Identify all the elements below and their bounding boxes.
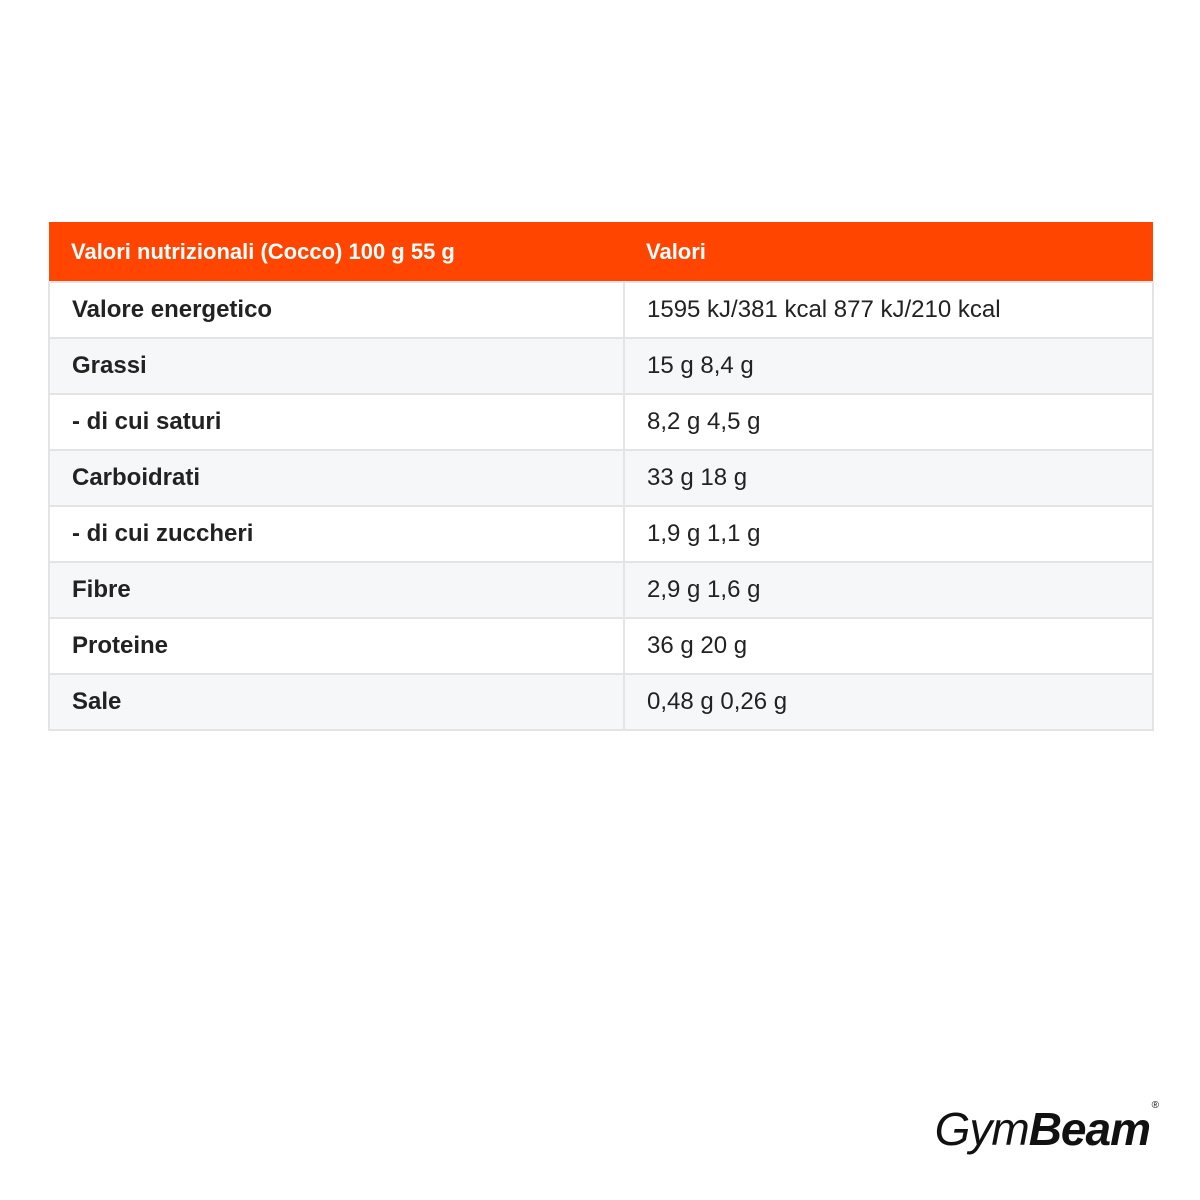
row-label: Sale	[49, 674, 624, 730]
table-header-row	[49, 222, 1153, 282]
table-row	[49, 338, 1153, 394]
row-value: 1595 kJ/381 kcal 877 kJ/210 kcal	[624, 282, 1153, 338]
table-row	[49, 282, 1153, 338]
row-label: Valore energetico	[49, 282, 624, 338]
row-value: 33 g 18 g	[624, 450, 1153, 506]
row-label: Fibre	[49, 562, 624, 618]
row-label: Carboidrati	[49, 450, 624, 506]
row-label: - di cui zuccheri	[49, 506, 624, 562]
registered-mark: ®	[1151, 1100, 1158, 1111]
row-label: - di cui saturi	[49, 394, 624, 450]
table-row	[49, 562, 1153, 618]
table-row	[49, 450, 1153, 506]
table-row	[49, 674, 1153, 730]
row-label: Proteine	[49, 618, 624, 674]
table-row	[49, 618, 1153, 674]
row-value: 1,9 g 1,1 g	[624, 506, 1153, 562]
row-value: 0,48 g 0,26 g	[624, 674, 1153, 730]
row-value: 2,9 g 1,6 g	[624, 562, 1153, 618]
nutrition-table	[48, 222, 1154, 731]
logo-text-beam: Beam	[1028, 1103, 1150, 1155]
row-label: Grassi	[49, 338, 624, 394]
header-nutrition-values: Valori nutrizionali (Cocco) 100 g 55 g	[49, 222, 624, 282]
gymbeam-logo	[934, 1100, 1158, 1156]
row-value: 15 g 8,4 g	[624, 338, 1153, 394]
header-values: Valori	[624, 222, 1153, 282]
table-row	[49, 394, 1153, 450]
logo-text-gym: Gym	[934, 1103, 1029, 1155]
row-value: 36 g 20 g	[624, 618, 1153, 674]
row-value: 8,2 g 4,5 g	[624, 394, 1153, 450]
table-row	[49, 506, 1153, 562]
